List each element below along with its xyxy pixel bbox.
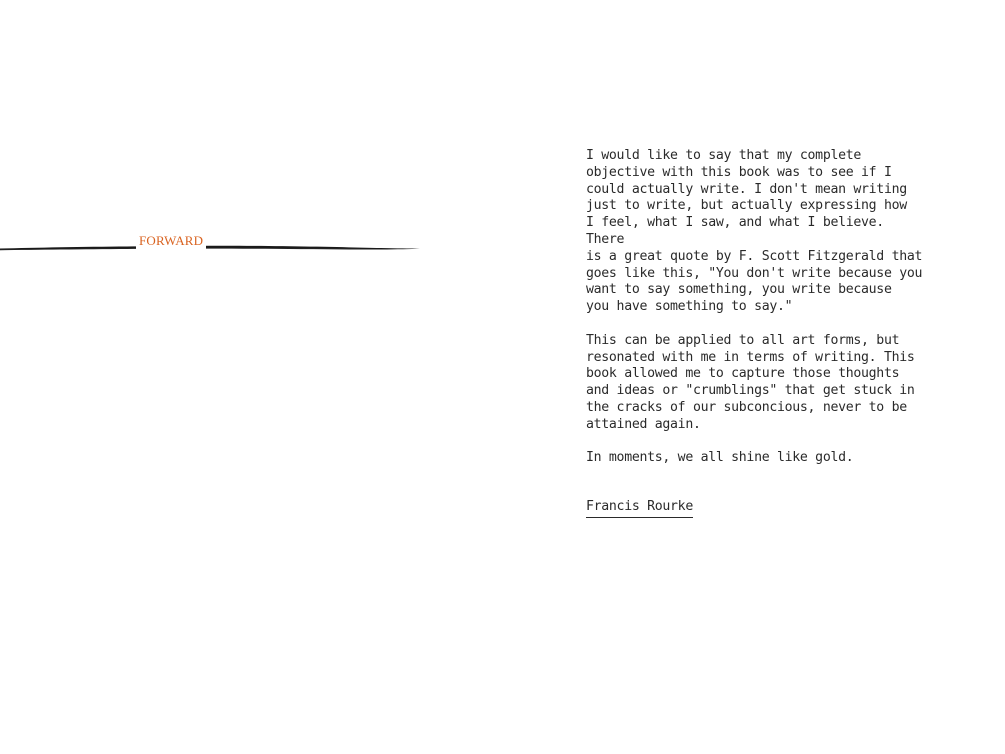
paragraph-1: I would like to say that my complete objective with this book was to see if I could actually write. I don't mean writing just to write, but actually expressing how I feel, what I saw, and what I believe. There is a great quote by F. Scott Fitzgerald that goes like this, "You don't write because you want to say something, you write because you have something to say." [586, 148, 923, 315]
paragraph-2: This can be applied to all art forms, but resonated with me in terms of writing. This book allowed me to capture those thoughts and ideas or "crumblings" that get stuck in the cracks of our subconcious, never to be attained again. [586, 332, 915, 432]
author-signature: Francis Rourke [586, 499, 693, 518]
brush-stroke-divider [0, 228, 420, 258]
paragraph-3: In moments, we all shine like gold. [586, 450, 854, 466]
chapter-heading [0, 228, 420, 258]
chapter-title: FORWARD [136, 233, 206, 249]
foreword-body [586, 148, 926, 484]
